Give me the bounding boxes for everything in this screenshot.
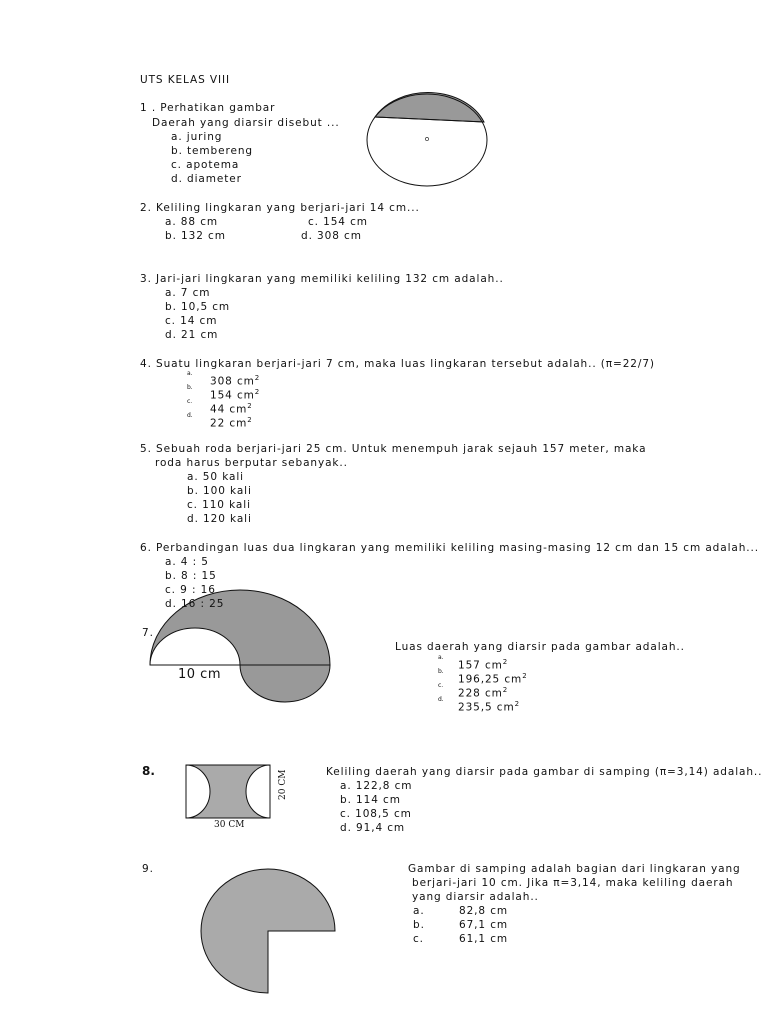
q6-option-c: c. 9 : 16: [165, 584, 216, 596]
q2-option-b: b. 132 cm: [165, 230, 226, 242]
q3-option-a: a. 7 cm: [165, 287, 211, 299]
q9-letter-b: b.: [413, 919, 425, 931]
q9-letter-c: c.: [413, 933, 424, 945]
q9-figure: [201, 869, 335, 993]
q7-number: 7.: [142, 627, 154, 639]
q1-option-d: d. diameter: [171, 173, 242, 185]
q9-stem-line1: Gambar di samping adalah bagian dari lingkaran yang: [408, 863, 741, 875]
q8-height-label: 20 CM: [278, 769, 288, 800]
q7-option-d: 235,5 $cm^2$: [458, 700, 520, 714]
q9-option-a: 82,8 cm: [459, 905, 509, 917]
q6-option-a: a. 4 : 5: [165, 556, 209, 568]
q8-number: 8.: [142, 764, 155, 778]
q9-stem-line3: yang diarsir adalah..: [412, 891, 539, 903]
q3-option-b: b. 10,5 cm: [165, 301, 231, 313]
q2-option-c: c. 154 cm: [308, 216, 368, 228]
q7-letter-d: d.: [438, 696, 444, 703]
q7-letter-a: a.: [438, 654, 444, 661]
q4-option-d: 22 $cm^2$: [210, 416, 253, 430]
q7-letter-b: b.: [438, 668, 444, 675]
q1-number: 1 . Perhatikan gambar: [140, 102, 276, 114]
q5-option-b: b. 100 kali: [187, 485, 252, 497]
q8-option-a: a. 122,8 cm: [340, 780, 413, 792]
q8-width-label: 30 CM: [214, 820, 245, 830]
q5-option-a: a. 50 kali: [187, 471, 244, 483]
page-title: UTS KELAS VIII: [140, 74, 230, 86]
q1-stem: Daerah yang diarsir disebut ...: [152, 117, 340, 129]
q4-stem: 4. Suatu lingkaran berjari-jari 7 cm, maka luas lingkaran tersebut adalah.. (π=22/7): [140, 358, 655, 370]
q8-stem: Keliling daerah yang diarsir pada gambar di samping (π=3,14) adalah..: [326, 766, 763, 778]
q8-figure: [186, 765, 270, 818]
q6-option-b: b. 8 : 15: [165, 570, 217, 582]
q8-option-d: d. 91,4 cm: [340, 822, 406, 834]
q9-number: 9.: [142, 863, 154, 875]
q4-letter-d: d.: [187, 412, 193, 419]
q4-letter-b: b.: [187, 384, 193, 391]
q9-option-c: 61,1 cm: [459, 933, 509, 945]
q4-option-b: 154 $cm^2$: [210, 388, 261, 402]
q7-option-b: 196,25 $cm^2$: [458, 672, 528, 686]
q7-stem: Luas daerah yang diarsir pada gambar adalah..: [395, 641, 685, 653]
q1-option-c: c. apotema: [171, 159, 240, 171]
q1-option-b: b. tembereng: [171, 145, 253, 157]
q1-option-a: a. juring: [171, 131, 223, 143]
q4-letter-a: a.: [187, 370, 193, 377]
q6-stem: 6. Perbandingan luas dua lingkaran yang memiliki keliling masing-masing 12 cm dan 15 cm adalah...: [140, 542, 759, 554]
q5-stem-line2: roda harus berputar sebanyak..: [155, 457, 348, 469]
q2-option-d: d. 308 cm: [301, 230, 362, 242]
q9-stem-line2: berjari-jari 10 cm. Jika π=3,14, maka keliling daerah: [412, 877, 734, 889]
q4-option-a: 308 $cm^2$: [210, 374, 261, 388]
q8-option-b: b. 114 cm: [340, 794, 401, 806]
q5-stem-line1: 5. Sebuah roda berjari-jari 25 cm. Untuk menempuh jarak sejauh 157 meter, maka: [140, 443, 647, 455]
q8-option-c: c. 108,5 cm: [340, 808, 412, 820]
q5-option-c: c. 110 kali: [187, 499, 251, 511]
q4-letter-c: c.: [187, 398, 193, 405]
q3-option-c: c. 14 cm: [165, 315, 218, 327]
q7-option-a: 157 $cm^2$: [458, 658, 509, 672]
q5-option-d: d. 120 kali: [187, 513, 252, 525]
q7-option-c: 228 $cm^2$: [458, 686, 509, 700]
q9-option-b: 67,1 cm: [459, 919, 509, 931]
q3-option-d: d. 21 cm: [165, 329, 219, 341]
q3-stem: 3. Jari-jari lingkaran yang memiliki keliling 132 cm adalah..: [140, 273, 504, 285]
q2-stem: 2. Keliling lingkaran yang berjari-jari 14 cm...: [140, 202, 420, 214]
q1-circle-figure: [367, 93, 487, 186]
q7-length-label: 10 cm: [178, 667, 221, 682]
q4-option-c: 44 $cm^2$: [210, 402, 253, 416]
q7-letter-c: c.: [438, 682, 444, 689]
q2-option-a: a. 88 cm: [165, 216, 219, 228]
q6-option-d: d. 16 : 25: [165, 598, 225, 610]
q9-letter-a: a.: [413, 905, 425, 917]
